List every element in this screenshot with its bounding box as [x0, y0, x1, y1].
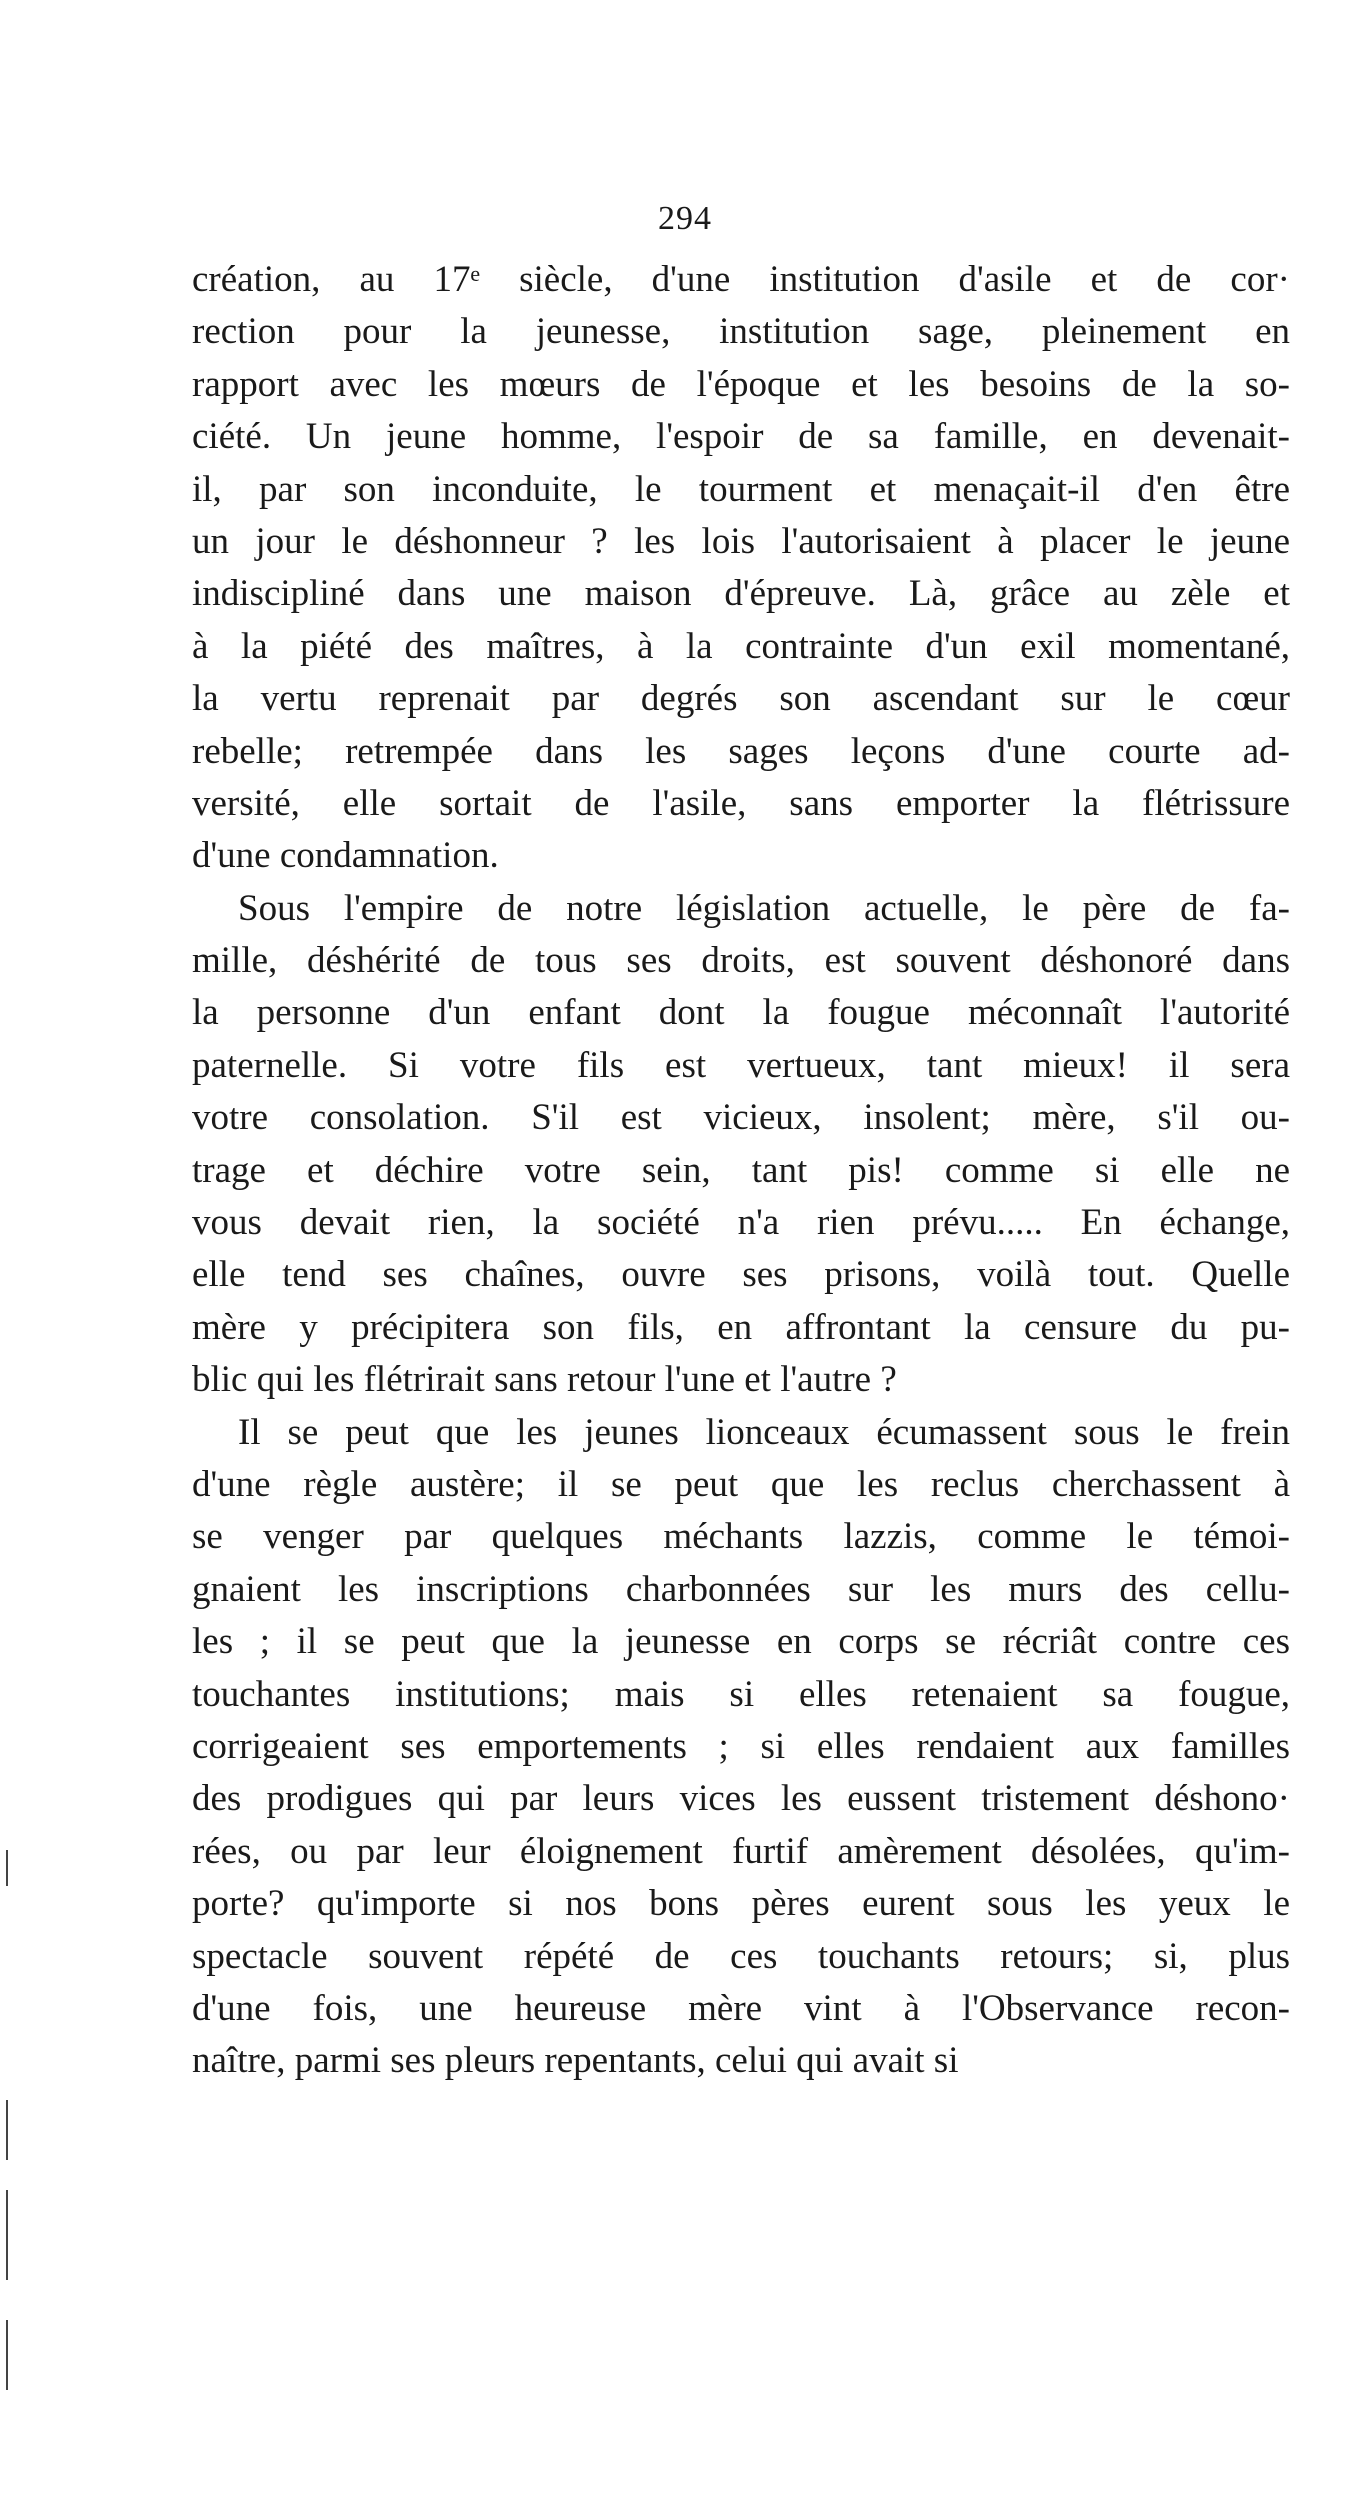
text-line: gnaient les inscriptions charbonnées sur les murs des cellu- — [192, 1568, 1290, 1610]
page-number: 294 — [658, 200, 712, 237]
text-line: d'une condamnation. — [192, 835, 499, 877]
text-line: Sous l'empire de notre législation actuelle, le père de fa- — [238, 887, 1290, 929]
text-line: paternelle. Si votre fils est vertueux, tant mieux! il sera — [192, 1044, 1290, 1086]
text-line: touchantes institutions; mais si elles retenaient sa fougue, — [192, 1673, 1290, 1715]
text-line: rection pour la jeunesse, institution sage, pleinement en — [192, 311, 1290, 353]
margin-scan-marks — [6, 1850, 10, 2410]
text-line: la vertu reprenait par degrés son ascendant sur le cœur — [192, 678, 1290, 720]
text-line: rées, ou par leur éloignement furtif amèrement désolées, qu'im- — [192, 1830, 1290, 1872]
text-line: se venger par quelques méchants lazzis, comme le témoi- — [192, 1516, 1290, 1558]
paragraph — [192, 883, 1290, 1407]
paragraph — [192, 254, 1290, 883]
text-line: la personne d'un enfant dont la fougue méconnaît l'autorité — [192, 992, 1290, 1034]
text-line: spectacle souvent répété de ces touchants retours; si, plus — [192, 1935, 1290, 1977]
text-line: corrigeaient ses emportements ; si elles rendaient aux familles — [192, 1725, 1290, 1767]
text-line: vous devait rien, la société n'a rien prévu..... En échange, — [192, 1202, 1290, 1244]
text-line: des prodigues qui par leurs vices les eussent tristement déshono· — [192, 1778, 1290, 1820]
text-line: d'une fois, une heureuse mère vint à l'Observance recon- — [192, 1987, 1290, 2029]
text-line: d'une règle austère; il se peut que les reclus cherchassent à — [192, 1463, 1290, 1505]
text-line: création, au 17ᵉ siècle, d'une institution d'asile et de cor· — [192, 259, 1290, 300]
text-line: il, par son inconduite, le tourment et menaçait-il d'en être — [192, 468, 1290, 510]
text-line: mille, déshérité de tous ses droits, est souvent déshonoré dans — [192, 940, 1290, 982]
text-line: Il se peut que les jeunes lionceaux écumassent sous le frein — [238, 1411, 1290, 1453]
text-line: trage et déchire votre sein, tant pis! comme si elle ne — [192, 1149, 1290, 1191]
body-text — [192, 254, 1290, 2088]
text-line: ciété. Un jeune homme, l'espoir de sa famille, en devenait- — [192, 416, 1290, 458]
text-line: mère y précipitera son fils, en affrontant la censure du pu- — [192, 1306, 1290, 1348]
text-line: porte? qu'importe si nos bons pères eurent sous les yeux le — [192, 1883, 1290, 1925]
text-line: un jour le déshonneur ? les lois l'autorisaient à placer le jeune — [192, 520, 1290, 562]
text-line: blic qui les flétrirait sans retour l'une et l'autre ? — [192, 1359, 897, 1401]
text-line: rapport avec les mœurs de l'époque et les besoins de la so- — [192, 363, 1290, 405]
text-line: votre consolation. S'il est vicieux, insolent; mère, s'il ou- — [192, 1097, 1290, 1139]
text-line: versité, elle sortait de l'asile, sans emporter la flétrissure — [192, 782, 1290, 824]
text-line: à la piété des maîtres, à la contrainte d'un exil momentané, — [192, 625, 1290, 667]
text-line: les ; il se peut que la jeunesse en corps se récriât contre ces — [192, 1621, 1290, 1663]
text-line: rebelle; retrempée dans les sages leçons d'une courte ad- — [192, 730, 1290, 772]
text-line: elle tend ses chaînes, ouvre ses prisons, voilà tout. Quelle — [192, 1254, 1290, 1296]
text-line: naître, parmi ses pleurs repentants, celui qui avait si — [192, 2040, 959, 2082]
text-line: indiscipliné dans une maison d'épreuve. Là, grâce au zèle et — [192, 573, 1290, 615]
paragraph — [192, 1407, 1290, 2088]
